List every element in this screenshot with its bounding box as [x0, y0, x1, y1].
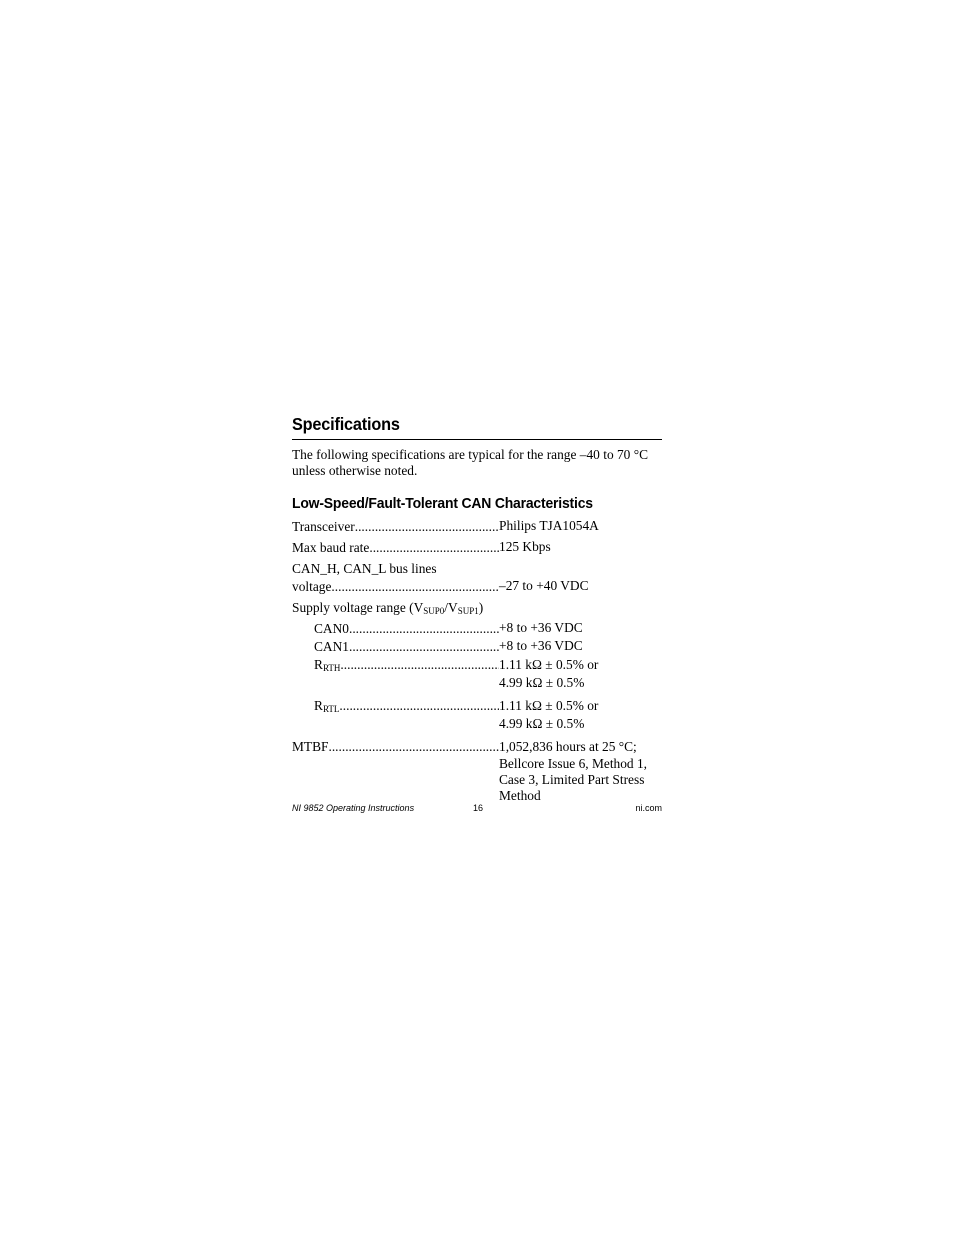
spec-value-line: 1.11 kΩ ± 0.5% or: [499, 698, 599, 713]
spec-row-rrth: [292, 656, 662, 692]
spec-value-line: 1.11 kΩ ± 0.5% or: [499, 657, 599, 672]
spec-value-line: Case 3, Limited Part Stress: [499, 771, 645, 787]
leader-dots: [339, 697, 499, 733]
spec-row-can0: [292, 620, 662, 638]
footer-document-title: NI 9852 Operating Instructions: [292, 803, 415, 813]
spec-label: $R_{RTH}$: [314, 657, 341, 673]
spec-value-line: Method: [499, 787, 541, 803]
spec-value-line: 4.99 kΩ ± 0.5%: [499, 675, 585, 690]
spec-value: 125 Kbps: [499, 539, 551, 554]
spec-value-line: 4.99 kΩ ± 0.5%: [499, 716, 585, 731]
leader-dots: [355, 518, 499, 536]
leader-dots: [349, 620, 499, 638]
page-footer: [292, 803, 662, 817]
footer-website: ni.com: [635, 803, 662, 813]
spec-value: +8 to +36 VDC: [499, 620, 583, 635]
spec-row-can1: [292, 638, 662, 656]
leader-dots: [369, 539, 499, 557]
leader-dots: [349, 638, 499, 656]
footer-page-number: 16: [473, 803, 484, 813]
leader-dots: [340, 656, 499, 692]
specifications-section: [292, 414, 662, 803]
spec-label-supply-voltage: Supply voltage range $(V_{SUP0}/V_{SUP1})$: [292, 600, 484, 616]
page-title: Specifications: [292, 414, 400, 434]
spec-row-mtbf: [292, 738, 662, 803]
heading-rule: [292, 439, 662, 440]
spec-label: CAN1: [314, 639, 349, 654]
spec-label: voltage: [292, 579, 332, 594]
spec-label: Max baud rate: [292, 540, 370, 555]
section-heading: Low-Speed/Fault-Tolerant CAN Characteristics: [292, 495, 593, 512]
spec-row-bus-voltage: [292, 578, 662, 596]
intro-paragraph: The following specifications are typical for the range –40 to 70 °C unless otherwise noted.: [292, 447, 649, 478]
spec-value-line: 1,052,836 hours at 25 °C;: [499, 739, 637, 754]
spec-row-rrtl: [292, 697, 662, 733]
spec-label-bus-lines: CAN_H, CAN_L bus lines: [292, 561, 437, 576]
spec-value-line: Bellcore Issue 6, Method 1,: [499, 756, 648, 771]
spec-label: Transceiver: [292, 519, 355, 534]
spec-row-max-baud: [292, 539, 662, 557]
spec-label: $R_{RTL}$: [314, 698, 340, 714]
leader-dots: [328, 738, 499, 803]
spec-label: MTBF: [292, 739, 329, 754]
leader-dots: [331, 578, 499, 596]
spec-value: –27 to +40 VDC: [499, 578, 589, 593]
spec-value: Philips TJA1054A: [499, 518, 599, 533]
spec-row-transceiver: [292, 518, 662, 536]
spec-label: CAN0: [314, 621, 349, 636]
spec-value: +8 to +36 VDC: [499, 638, 583, 653]
